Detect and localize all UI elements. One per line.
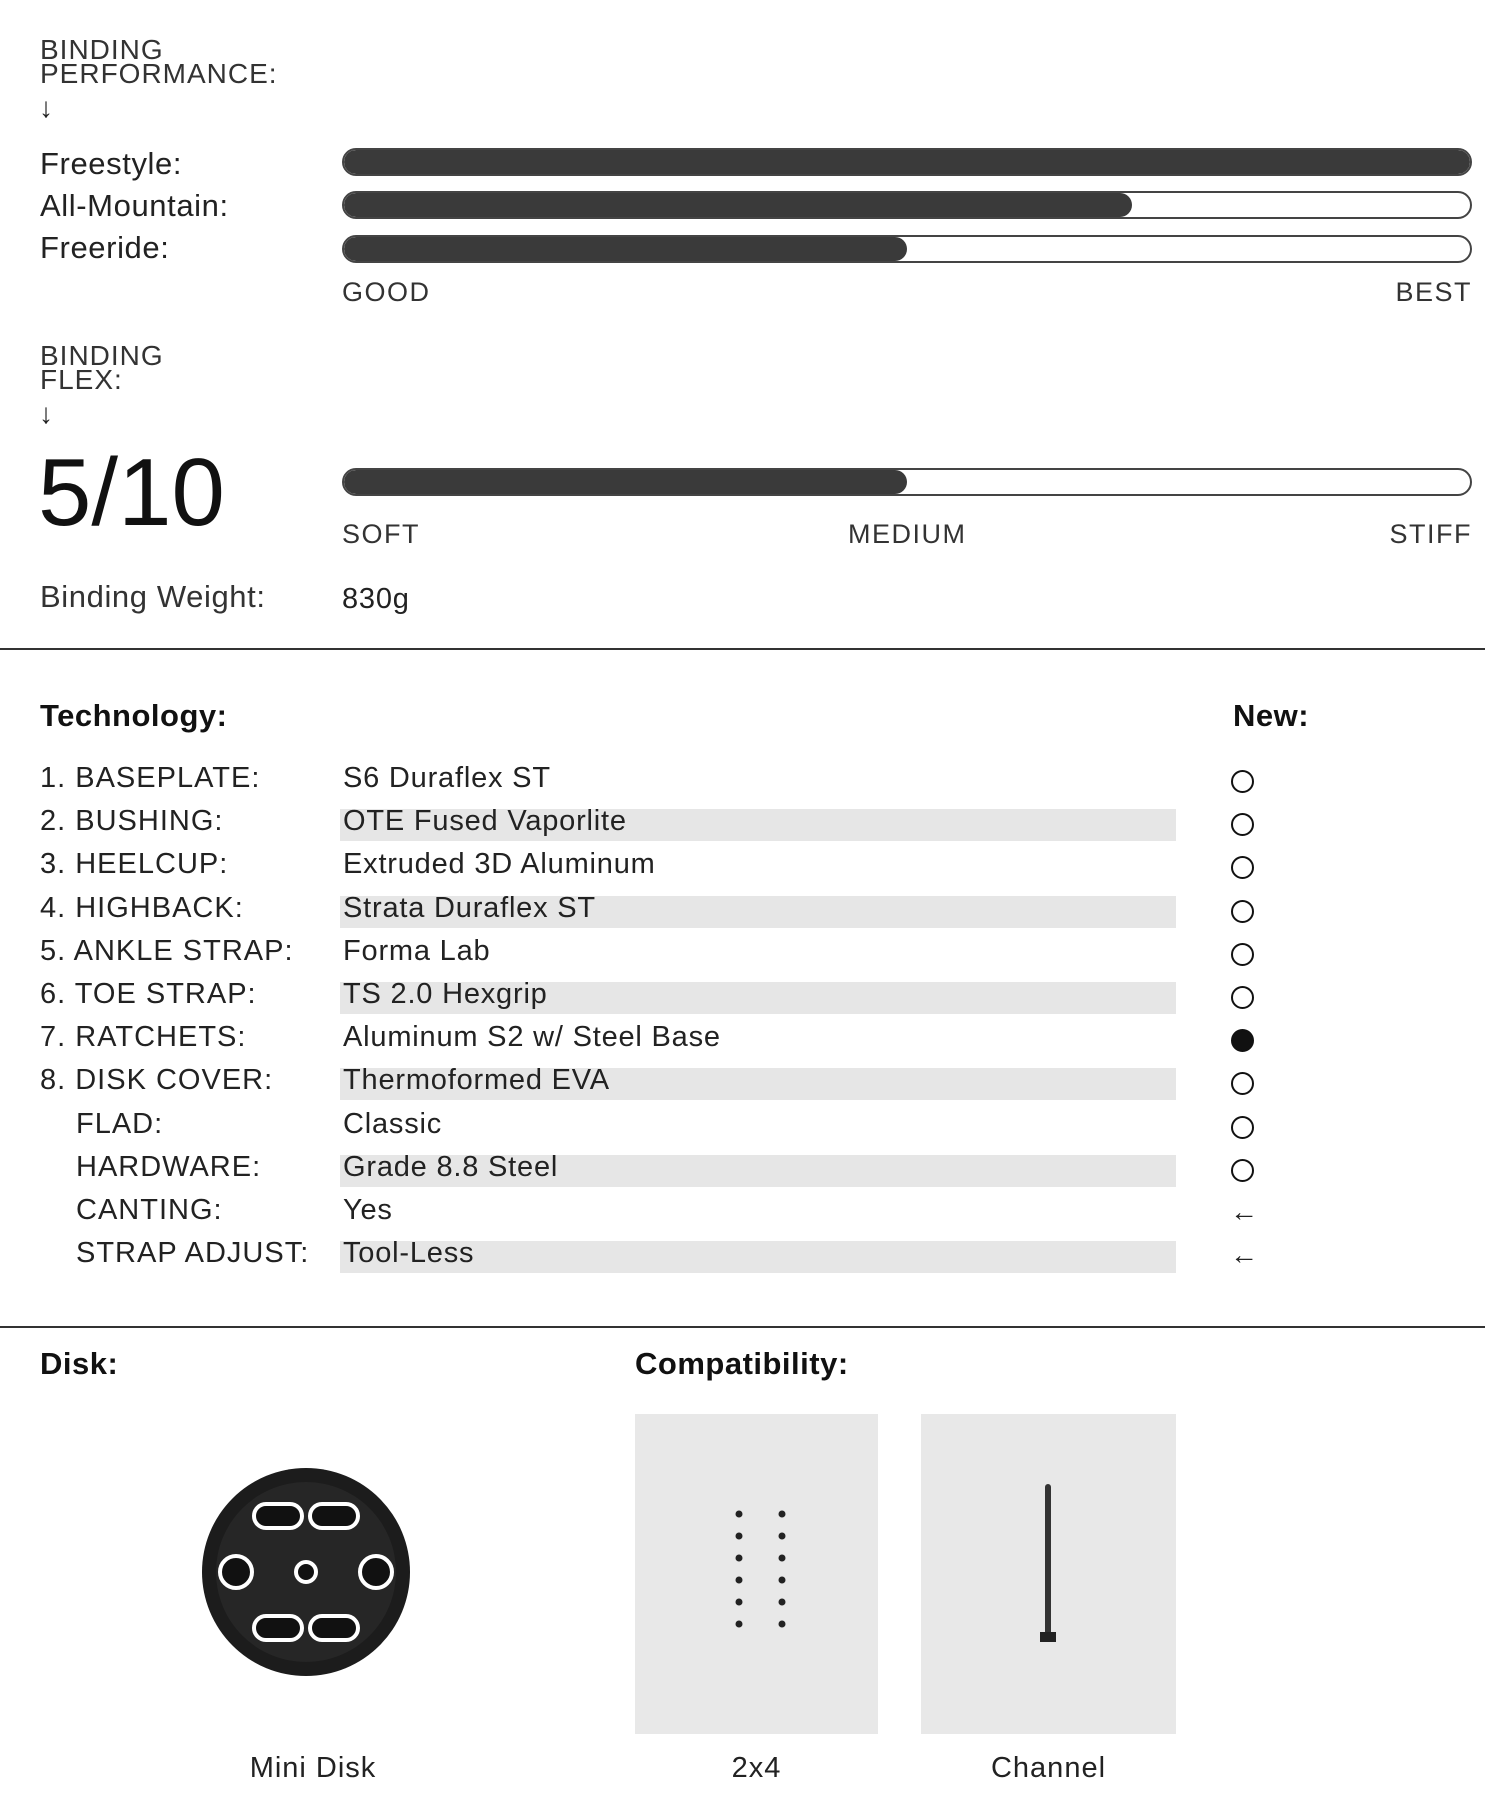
scale-stiff: STIFF [1389,519,1472,549]
divider [0,1326,1485,1328]
tech-row-value: Classic [343,1108,443,1140]
tech-row-label: 7. RATCHETS: [40,1021,247,1053]
tech-row-value: OTE Fused Vaporlite [343,805,627,837]
tech-row-value: Yes [343,1194,393,1226]
new-open-circle-icon [1231,1072,1254,1095]
new-filled-circle-icon [1231,1029,1254,1052]
tech-row-value: Thermoformed EVA [343,1064,610,1096]
flex-heading-line2: FLEX: [40,364,123,395]
compat-channel-image [921,1414,1176,1734]
freestyle-bar-fill [344,150,1470,174]
new-open-circle-icon [1231,770,1254,793]
freeride-bar-fill [344,237,907,261]
new-open-circle-icon [1231,856,1254,879]
compat-2x4-caption: 2x4 [731,1752,782,1784]
scale-soft: SOFT [342,519,420,549]
flex-heading [40,340,164,395]
new-open-circle-icon [1231,986,1254,1009]
freestyle-bar [342,148,1472,176]
flex-bar-fill [344,470,907,494]
tech-row-label: 3. HEELCUP: [40,848,229,880]
tech-row-value: S6 Duraflex ST [343,762,551,794]
freestyle-label: Freestyle: [40,146,183,181]
new-open-circle-icon [1231,813,1254,836]
scale-best: BEST [1395,277,1472,307]
flex-rating: 5/10 [38,439,225,546]
tech-row-label: STRAP ADJUST: [76,1237,310,1269]
mini-disk-image [200,1466,412,1678]
tech-row-label: 1. BASEPLATE: [40,762,261,794]
all-mountain-label: All-Mountain: [40,188,229,223]
new-open-circle-icon [1231,900,1254,923]
tech-row-label: CANTING: [76,1194,223,1226]
tech-row-label: 4. HIGHBACK: [40,892,244,924]
freeride-bar [342,235,1472,263]
tech-row-label: 2. BUSHING: [40,805,224,837]
new-open-circle-icon [1231,1116,1254,1139]
disk-caption: Mini Disk [249,1752,377,1784]
new-open-circle-icon [1231,943,1254,966]
tech-row-value: Strata Duraflex ST [343,892,596,924]
compatibility-heading: Compatibility: [635,1346,849,1381]
technology-heading: Technology: [40,698,228,733]
tech-row-value: Tool-Less [343,1237,475,1269]
all-mountain-bar [342,191,1472,219]
new-heading: New: [1233,698,1310,733]
tech-row-value: Extruded 3D Aluminum [343,848,656,880]
all-mountain-bar-fill [344,193,1132,217]
tech-row-label: 6. TOE STRAP: [40,978,257,1010]
weight-value: 830g [342,583,410,615]
weight-label: Binding Weight: [40,579,266,614]
new-open-circle-icon [1231,1159,1254,1182]
flex-bar [342,468,1472,496]
performance-heading-line2: PERFORMANCE: [40,58,278,89]
tech-row-value: TS 2.0 Hexgrip [343,978,548,1010]
left-arrow-icon: ← [1230,1196,1258,1227]
tech-row-label: 5. ANKLE STRAP: [40,935,294,967]
flex-heading-line1: BINDING [40,340,164,371]
tech-row-label: FLAD: [76,1108,164,1140]
performance-heading-line1: BINDING [40,34,164,65]
freeride-label: Freeride: [40,230,170,265]
compat-channel-caption: Channel [990,1752,1107,1784]
divider [0,648,1485,650]
tech-row-value: Aluminum S2 w/ Steel Base [343,1021,721,1053]
scale-good: GOOD [342,277,431,307]
compat-2x4-image [635,1414,878,1734]
disk-heading: Disk: [40,1346,119,1381]
left-arrow-icon: ← [1230,1239,1258,1270]
scale-medium: MEDIUM [848,519,967,549]
down-arrow-icon: ↓ [39,398,53,429]
tech-row-label: 8. DISK COVER: [40,1064,274,1096]
performance-heading [40,34,278,89]
down-arrow-icon: ↓ [39,92,53,123]
tech-row-value: Forma Lab [343,935,491,967]
tech-row-label: HARDWARE: [76,1151,262,1183]
tech-row-value: Grade 8.8 Steel [343,1151,559,1183]
